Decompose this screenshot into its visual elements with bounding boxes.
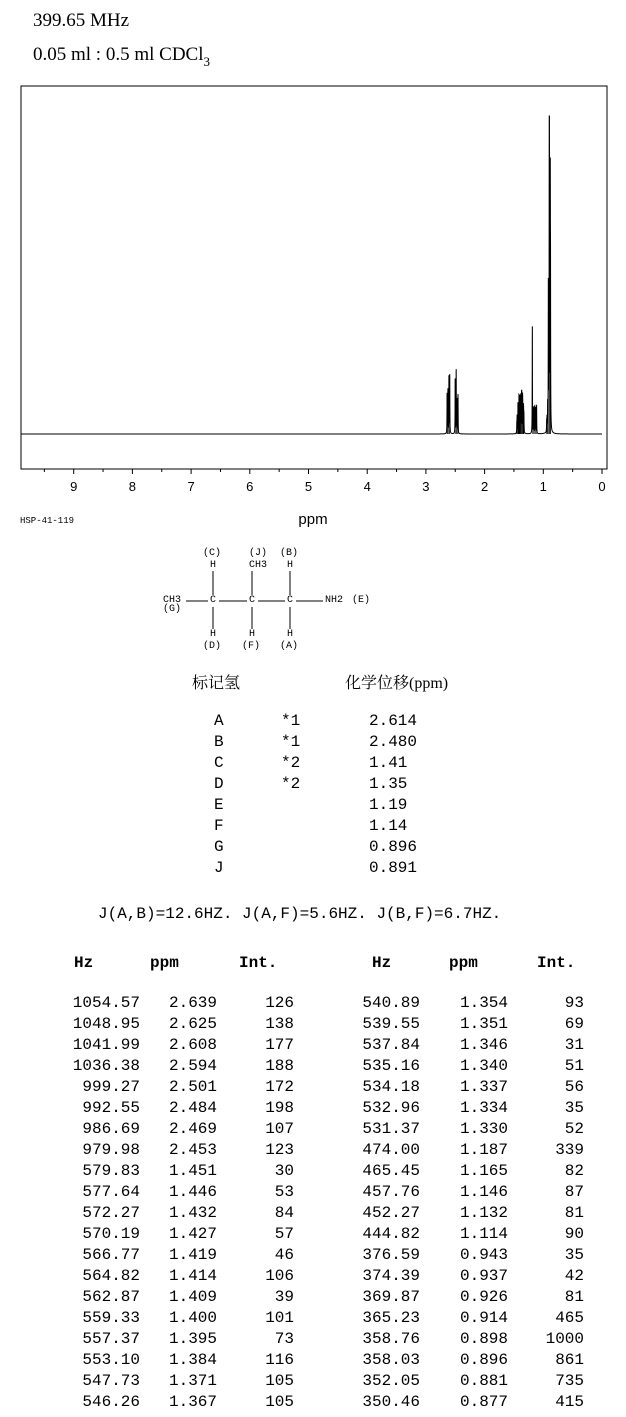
peak-hz: 457.76: [362, 1183, 420, 1201]
peak-ppm: 2.608: [168, 1036, 217, 1054]
peak-int: 735: [555, 1372, 584, 1390]
structure-h-f: H: [249, 629, 256, 640]
peak-ppm: 2.453: [168, 1141, 217, 1159]
peak-ppm: 0.881: [459, 1372, 508, 1390]
peak-int: 101: [265, 1309, 294, 1327]
peak-ppm: 1.165: [459, 1162, 508, 1180]
peak-hz: 562.87: [82, 1288, 140, 1306]
peak-header-hz-left: Hz: [74, 954, 94, 972]
peak-hz: 358.76: [362, 1330, 420, 1348]
coupling-constants: J(A,B)=12.6HZ. J(A,F)=5.6HZ. J(B,F)=6.7HZ.: [98, 905, 502, 923]
structure-label-b: (B): [280, 548, 299, 559]
peak-hz: 1048.95: [72, 1015, 140, 1033]
peak-ppm: 1.419: [168, 1246, 217, 1264]
peak-hz: 986.69: [82, 1120, 140, 1138]
peak-header-ppm-left: ppm: [150, 954, 179, 972]
structure-carbon-3: C: [287, 595, 294, 606]
peak-ppm: 2.594: [168, 1057, 217, 1075]
peak-hz: 350.46: [362, 1393, 420, 1411]
peak-int: 123: [265, 1141, 294, 1159]
spectrometer-frequency: 399.65 MHz: [33, 10, 130, 31]
peak-hz: 465.45: [362, 1162, 420, 1180]
structure-nh2: NH2: [325, 595, 344, 606]
peak-int: 73: [274, 1330, 294, 1348]
structure-label-j: (J): [249, 548, 268, 559]
peak-int: 30: [274, 1162, 294, 1180]
structure-bonds: [0, 0, 626, 680]
peak-hz: 577.64: [82, 1183, 140, 1201]
peak-int: 105: [265, 1393, 294, 1411]
peak-ppm: 1.114: [459, 1225, 508, 1243]
peak-ppm: 0.877: [459, 1393, 508, 1411]
peak-hz: 369.87: [362, 1288, 420, 1306]
peak-hz: 570.19: [82, 1225, 140, 1243]
x-axis-label: ppm: [298, 511, 328, 528]
assignment-shift: 1.41: [369, 754, 408, 772]
peak-header-int-left: Int.: [239, 954, 278, 972]
assignment-note: *1: [281, 712, 301, 730]
peak-hz: 1054.57: [72, 994, 140, 1012]
assignment-shift: 1.35: [369, 775, 408, 793]
peak-hz: 535.16: [362, 1057, 420, 1075]
structure-h-c: H: [210, 560, 217, 571]
peak-int: 93: [564, 994, 584, 1012]
assignment-note: *2: [281, 754, 301, 772]
x-tick-label: 2: [480, 479, 489, 494]
structure-h-d: H: [210, 629, 217, 640]
assignment-label: F: [214, 817, 224, 835]
peak-int: 105: [265, 1372, 294, 1390]
structure-carbon-1: C: [210, 595, 217, 606]
x-tick-label: 7: [187, 479, 195, 494]
assignment-label: J: [214, 859, 224, 877]
peak-header-ppm-right: ppm: [449, 954, 478, 972]
sample-text: 0.05 ml : 0.5 ml CDCl: [33, 44, 204, 65]
peak-ppm: 1.400: [168, 1309, 217, 1327]
peak-int: 106: [265, 1267, 294, 1285]
peak-ppm: 1.187: [459, 1141, 508, 1159]
peak-ppm: 1.384: [168, 1351, 217, 1369]
peak-header-int-right: Int.: [537, 954, 576, 972]
structure-h-a: H: [287, 629, 294, 640]
assignment-header-shift: 化学位移(ppm): [345, 675, 449, 692]
x-tick-label: 9: [70, 479, 78, 494]
structure-ch3-j: CH3: [249, 560, 268, 571]
peak-ppm: 2.639: [168, 994, 217, 1012]
peak-hz: 553.10: [82, 1351, 140, 1369]
peak-int: 138: [265, 1015, 294, 1033]
peak-int: 35: [564, 1246, 584, 1264]
peak-int: 51: [564, 1057, 584, 1075]
peak-int: 42: [564, 1267, 584, 1285]
peak-ppm: 1.451: [168, 1162, 217, 1180]
x-tick-label: 3: [422, 479, 430, 494]
peak-hz: 374.39: [362, 1267, 420, 1285]
peak-hz: 444.82: [362, 1225, 420, 1243]
assignment-shift: 2.614: [369, 712, 418, 730]
assignment-shift: 1.14: [369, 817, 408, 835]
peak-hz: 531.37: [362, 1120, 420, 1138]
peak-int: 126: [265, 994, 294, 1012]
peak-ppm: 0.926: [459, 1288, 508, 1306]
peak-hz: 1041.99: [72, 1036, 140, 1054]
peak-hz: 540.89: [362, 994, 420, 1012]
x-tick-label: 4: [363, 479, 371, 494]
structure-label-f: (F): [242, 641, 261, 652]
peak-ppm: 1.132: [459, 1204, 508, 1222]
peak-header-hz-right: Hz: [372, 954, 392, 972]
peak-ppm: 1.367: [168, 1393, 217, 1411]
peak-int: 90: [564, 1225, 584, 1243]
peak-int: 46: [274, 1246, 294, 1264]
peak-ppm: 1.427: [168, 1225, 217, 1243]
x-tick-label: 0: [598, 479, 606, 494]
peak-int: 57: [274, 1225, 294, 1243]
peak-hz: 579.83: [82, 1162, 140, 1180]
assignment-label: B: [214, 733, 224, 751]
peak-int: 84: [274, 1204, 294, 1222]
x-tick-label: 1: [539, 479, 547, 494]
peak-hz: 532.96: [362, 1099, 420, 1117]
peak-hz: 564.82: [82, 1267, 140, 1285]
peak-int: 861: [555, 1351, 584, 1369]
peak-ppm: 0.943: [459, 1246, 508, 1264]
structure-label-g: (G): [163, 604, 182, 615]
peak-hz: 1036.38: [72, 1057, 140, 1075]
peak-hz: 376.59: [362, 1246, 420, 1264]
peak-ppm: 1.409: [168, 1288, 217, 1306]
structure-carbon-2: C: [249, 595, 256, 606]
assignment-shift: 0.891: [369, 859, 418, 877]
peak-int: 198: [265, 1099, 294, 1117]
peak-hz: 566.77: [82, 1246, 140, 1264]
peak-ppm: 1.146: [459, 1183, 508, 1201]
peak-int: 107: [265, 1120, 294, 1138]
peak-ppm: 1.354: [459, 994, 508, 1012]
peak-hz: 999.27: [82, 1078, 140, 1096]
peak-hz: 559.33: [82, 1309, 140, 1327]
peak-ppm: 1.340: [459, 1057, 508, 1075]
peak-ppm: 1.395: [168, 1330, 217, 1348]
peak-int: 53: [274, 1183, 294, 1201]
peak-ppm: 2.469: [168, 1120, 217, 1138]
peak-ppm: 1.414: [168, 1267, 217, 1285]
assignment-label: G: [214, 838, 224, 856]
peak-ppm: 1.334: [459, 1099, 508, 1117]
peak-int: 81: [564, 1288, 584, 1306]
x-tick-label: 6: [246, 479, 254, 494]
peak-ppm: 1.351: [459, 1015, 508, 1033]
peak-int: 339: [555, 1141, 584, 1159]
peak-hz: 572.27: [82, 1204, 140, 1222]
assignment-label: D: [214, 775, 224, 793]
peak-int: 1000: [545, 1330, 584, 1348]
peak-int: 116: [265, 1351, 294, 1369]
assignment-shift: 1.19: [369, 796, 408, 814]
peak-ppm: 1.371: [168, 1372, 217, 1390]
peak-ppm: 0.898: [459, 1330, 508, 1348]
peak-hz: 452.27: [362, 1204, 420, 1222]
peak-ppm: 1.446: [168, 1183, 217, 1201]
assignment-note: *1: [281, 733, 301, 751]
peak-ppm: 0.937: [459, 1267, 508, 1285]
peak-int: 177: [265, 1036, 294, 1054]
peak-int: 188: [265, 1057, 294, 1075]
assignment-label: E: [214, 796, 224, 814]
assignment-shift: 2.480: [369, 733, 418, 751]
peak-ppm: 2.501: [168, 1078, 217, 1096]
peak-hz: 474.00: [362, 1141, 420, 1159]
assignment-header-label: 标记氢: [192, 675, 241, 692]
peak-int: 87: [564, 1183, 584, 1201]
peak-hz: 365.23: [362, 1309, 420, 1327]
peak-int: 56: [564, 1078, 584, 1096]
peak-int: 81: [564, 1204, 584, 1222]
peak-int: 35: [564, 1099, 584, 1117]
peak-int: 31: [564, 1036, 584, 1054]
structure-label-d: (D): [203, 641, 222, 652]
peak-int: 39: [274, 1288, 294, 1306]
peak-hz: 358.03: [362, 1351, 420, 1369]
peak-ppm: 1.346: [459, 1036, 508, 1054]
assignment-label: A: [214, 712, 224, 730]
sample-subscript: 3: [203, 54, 210, 69]
structure-ch3-g: CH3: [163, 595, 182, 606]
x-tick-label: 8: [128, 479, 137, 494]
peak-ppm: 2.625: [168, 1015, 217, 1033]
peak-ppm: 1.330: [459, 1120, 508, 1138]
peak-hz: 979.98: [82, 1141, 140, 1159]
spectrum-code: HSP-41-119: [20, 516, 75, 526]
structure-label-c: (C): [203, 548, 222, 559]
peak-hz: 992.55: [82, 1099, 140, 1117]
assignment-label: C: [214, 754, 224, 772]
peak-int: 52: [564, 1120, 584, 1138]
x-tick-label: 5: [304, 479, 313, 494]
structure-label-e: (E): [352, 595, 371, 606]
assignment-note: *2: [281, 775, 301, 793]
peak-hz: 539.55: [362, 1015, 420, 1033]
peak-hz: 352.05: [362, 1372, 420, 1390]
structure-h-b: H: [287, 560, 294, 571]
peak-int: 415: [555, 1393, 584, 1411]
peak-hz: 547.73: [82, 1372, 140, 1390]
peak-hz: 534.18: [362, 1078, 420, 1096]
peak-int: 465: [555, 1309, 584, 1327]
peak-int: 172: [265, 1078, 294, 1096]
peak-ppm: 2.484: [168, 1099, 217, 1117]
peak-int: 82: [564, 1162, 584, 1180]
peak-hz: 546.26: [82, 1393, 140, 1411]
structure-label-a: (A): [280, 641, 299, 652]
peak-ppm: 0.896: [459, 1351, 508, 1369]
peak-hz: 537.84: [362, 1036, 420, 1054]
peak-int: 69: [564, 1015, 584, 1033]
peak-ppm: 0.914: [459, 1309, 508, 1327]
assignment-shift: 0.896: [369, 838, 418, 856]
peak-ppm: 1.337: [459, 1078, 508, 1096]
peak-hz: 557.37: [82, 1330, 140, 1348]
peak-ppm: 1.432: [168, 1204, 217, 1222]
